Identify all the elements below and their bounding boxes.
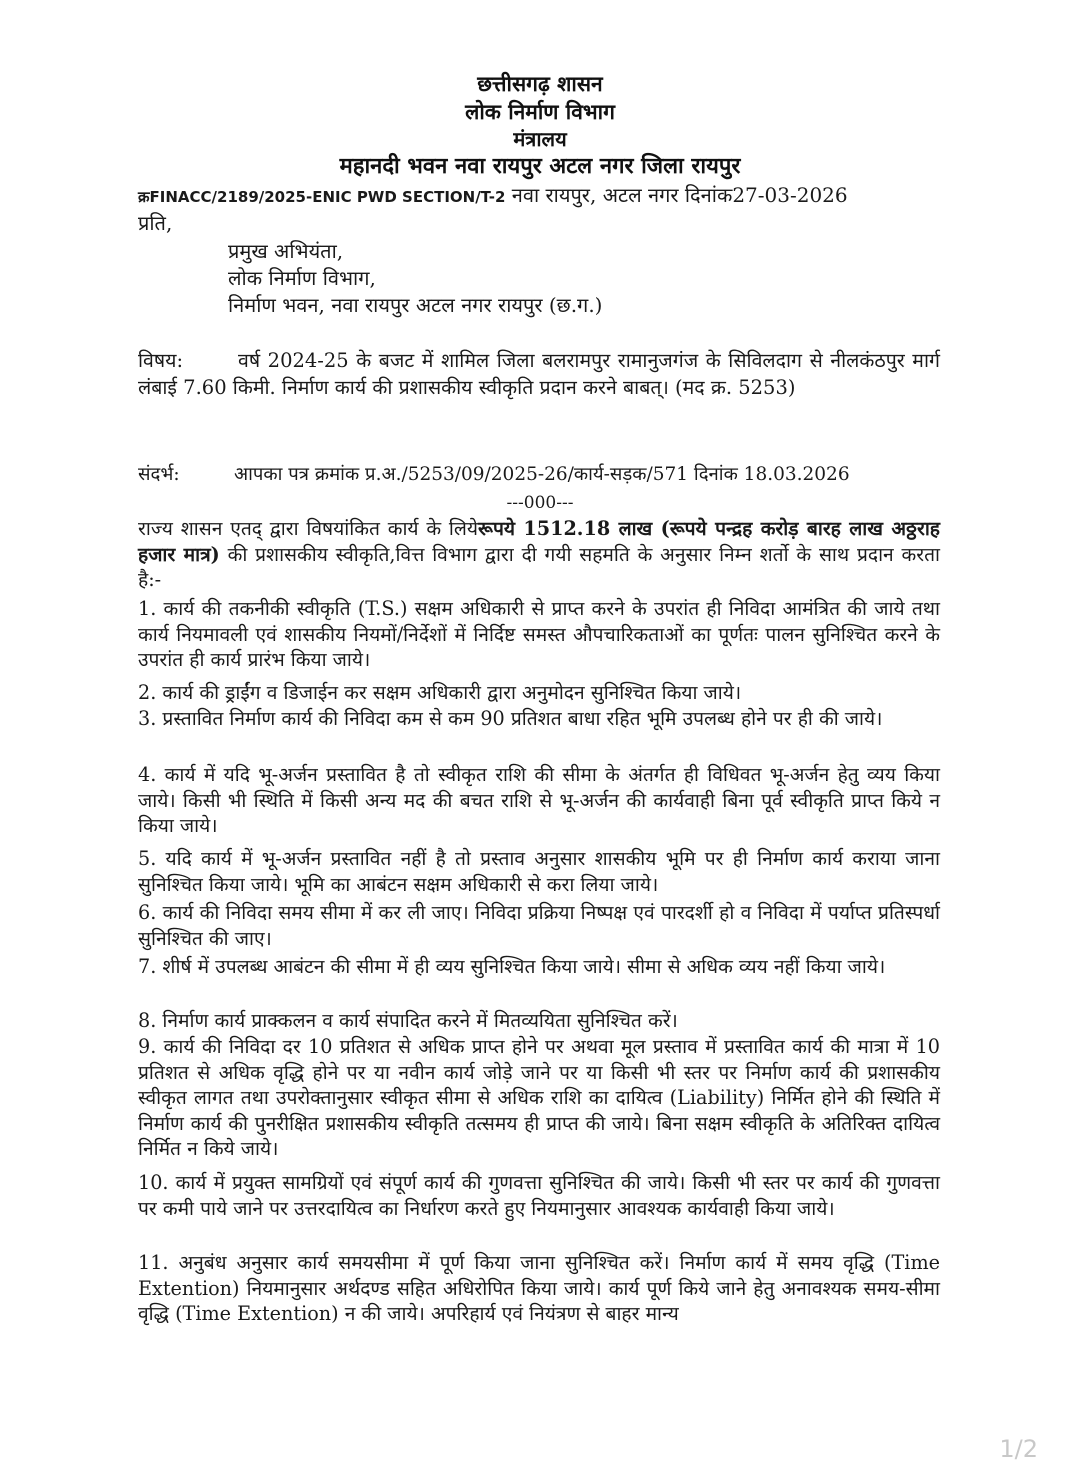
subject-block <box>138 348 940 401</box>
page-number: 1/2 <box>999 1435 1038 1463</box>
reference-line <box>138 182 848 210</box>
intro-text-1: राज्य शासन एतद् द्वारा विषयांकित कार्य के लिये <box>138 517 479 540</box>
addressee-line-1: प्रमुख अभियंता, <box>228 239 344 263</box>
condition-9: 9. कार्य की निविदा दर 10 प्रतिशत से अधिक प्राप्त होने पर अथवा मूल प्रस्ताव में प्रस्तावित कार्य की मात्रा में 10 प्रतिशत से अधिक वृद्धि होने पर या नवीन कार्य जोड़े जाने पर या किसी भी स्तर पर निर्माण कार्य की प्रशासकीय स्वीकृत लागत तथा उपरोक्तानुसार स्वीकृत सीमा से अधिक राशि का दायित्व (Liability) निर्मित होने की स्थिति में निर्माण कार्य की पुनरीक्षित प्रशासकीय स्वीकृति तत्समय ही प्राप्त की जाये। बिना सक्षम स्वीकृति के अतिरिक्त दायित्व निर्मित न किये जाये। <box>138 1035 940 1161</box>
reference-block <box>138 462 850 488</box>
header-ministry: मंत्रालय <box>513 127 567 151</box>
condition-10: 10. कार्य में प्रयुक्त सामग्रियों एवं संपूर्ण कार्य की गुणवत्ता सुनिश्चित की जाये। किसी भी स्तर पर कार्य की गुणवत्ता पर कमी पाये जाने पर उत्तरदायित्व का निर्धारण करते हुए नियमानुसार आवश्यक कार्यवाही किया जाये। <box>138 1171 940 1220</box>
condition-11: 11. अनुबंध अनुसार कार्य समयसीमा में पूर्ण किया जाना सुनिश्चित करें। निर्माण कार्य में समय वृद्धि (Time Extention) नियमानुसार अर्थदण्ड सहित अधिरोपित किया जाये। कार्य पूर्ण किये जाने हेतु अनावश्यक समय-सीमा वृद्धि (Time Extention) न की जाये। अपरिहार्य एवं नियंत्रण से बाहर मान्य <box>138 1251 940 1326</box>
intro-paragraph <box>138 516 940 593</box>
intro-text-2: की प्रशासकीय स्वीकृति,वित्त विभाग द्वारा दी गयी सहमति के अनुसार निम्न शर्तो के साथ प्रदान करता है:- <box>138 542 940 592</box>
addressee-line-3: निर्माण भवन, नवा रायपुर अटल नगर रायपुर (छ.ग.) <box>228 293 603 317</box>
header-address: महानदी भवन नवा रायपुर अटल नगर जिला रायपुर <box>339 154 741 179</box>
reference-label: संदर्भ: <box>138 464 180 485</box>
separator: ---000--- <box>506 493 574 513</box>
condition-1: 1. कार्य की तकनीकी स्वीकृति (T.S.) सक्षम अधिकारी से प्राप्त करने के उपरांत ही निविदा आमंत्रित की जाये तथा कार्य नियमावली एवं शासकीय नियमों/निर्देशों में निर्दिष्ट समस्त औपचारिकताओं का पूर्णतः पालन सुनिश्चित करने के उपरांत ही कार्य प्रारंभ किया जाये। <box>138 597 940 672</box>
condition-8: 8. निर्माण कार्य प्राक्कलन व कार्य संपादित करने में मितव्ययिता सुनिश्चित करें। <box>138 1009 678 1032</box>
condition-4: 4. कार्य में यदि भू-अर्जन प्रस्तावित है तो स्वीकृत राशि की सीमा के अंतर्गत ही विधिवत भू-अर्जन हेतु व्यय किया जाये। किसी भी स्थिति में किसी अन्य मद की बचत राशि से भू-अर्जन की कार्यवाही बिना पूर्व स्वीकृति प्राप्त किये न किया जाये। <box>138 763 940 838</box>
condition-6: 6. कार्य की निविदा समय सीमा में कर ली जाए। निविदा प्रक्रिया निष्पक्ष एवं पारदर्शी हो व निविदा में पर्याप्त प्रतिस्पर्धा सुनिश्चित की जाए। <box>138 901 940 950</box>
subject-text: वर्ष 2024-25 के बजट में शामिल जिला बलरामपुर रामानुजगंज के सिविलदाग से नीलकंठपुर मार्ग लंबाई 7.60 किमी. निर्माण कार्य की प्रशासकीय स्वीकृति प्रदान करने बाबत्। (मद क्र. 5253) <box>138 349 940 399</box>
header-department: लोक निर्माण विभाग <box>465 100 615 124</box>
subject-label: विषय: <box>138 349 184 372</box>
addressee-line-2: लोक निर्माण विभाग, <box>228 266 376 290</box>
reference-text: आपका पत्र क्रमांक प्र.अ./5253/09/2025-26/कार्य-सड़क/571 दिनांक 18.03.2026 <box>234 464 850 485</box>
condition-3: 3. प्रस्तावित निर्माण कार्य की निविदा कम से कम 90 प्रतिशत बाधा रहित भूमि उपलब्ध होने पर ही की जाये। <box>138 707 883 730</box>
letter-number: क्रFINACC/2189/2025-ENIC PWD SECTION/T-2 <box>138 188 506 206</box>
condition-7: 7. शीर्ष में उपलब्ध आबंटन की सीमा में ही व्यय सुनिश्चित किया जाये। सीमा से अधिक व्यय नहीं किया जाये। <box>138 955 886 978</box>
prati-label: प्रति, <box>138 211 173 235</box>
header-government: छत्तीसगढ़ शासन <box>477 72 603 96</box>
condition-2: 2. कार्य की ड्राईंग व डिजाईन कर सक्षम अधिकारी द्वारा अनुमोदन सुनिश्चित किया जाये। <box>138 681 742 704</box>
condition-5: 5. यदि कार्य में भू-अर्जन प्रस्तावित नहीं है तो प्रस्ताव अनुसार शासकीय भूमि पर ही निर्माण कार्य कराया जाना सुनिश्चित किया जाये। भूमि का आबंटन सक्षम अधिकारी से करा लिया जाये। <box>138 847 940 896</box>
letter-place-date: नवा रायपुर, अटल नगर दिनांक27-03-2026 <box>505 183 848 207</box>
sanction-amount: रूपये 1512.18 लाख (रूपये पन्द्रह करोड़ बारह लाख अठ्ठराह हजार मात्र) <box>138 517 940 566</box>
